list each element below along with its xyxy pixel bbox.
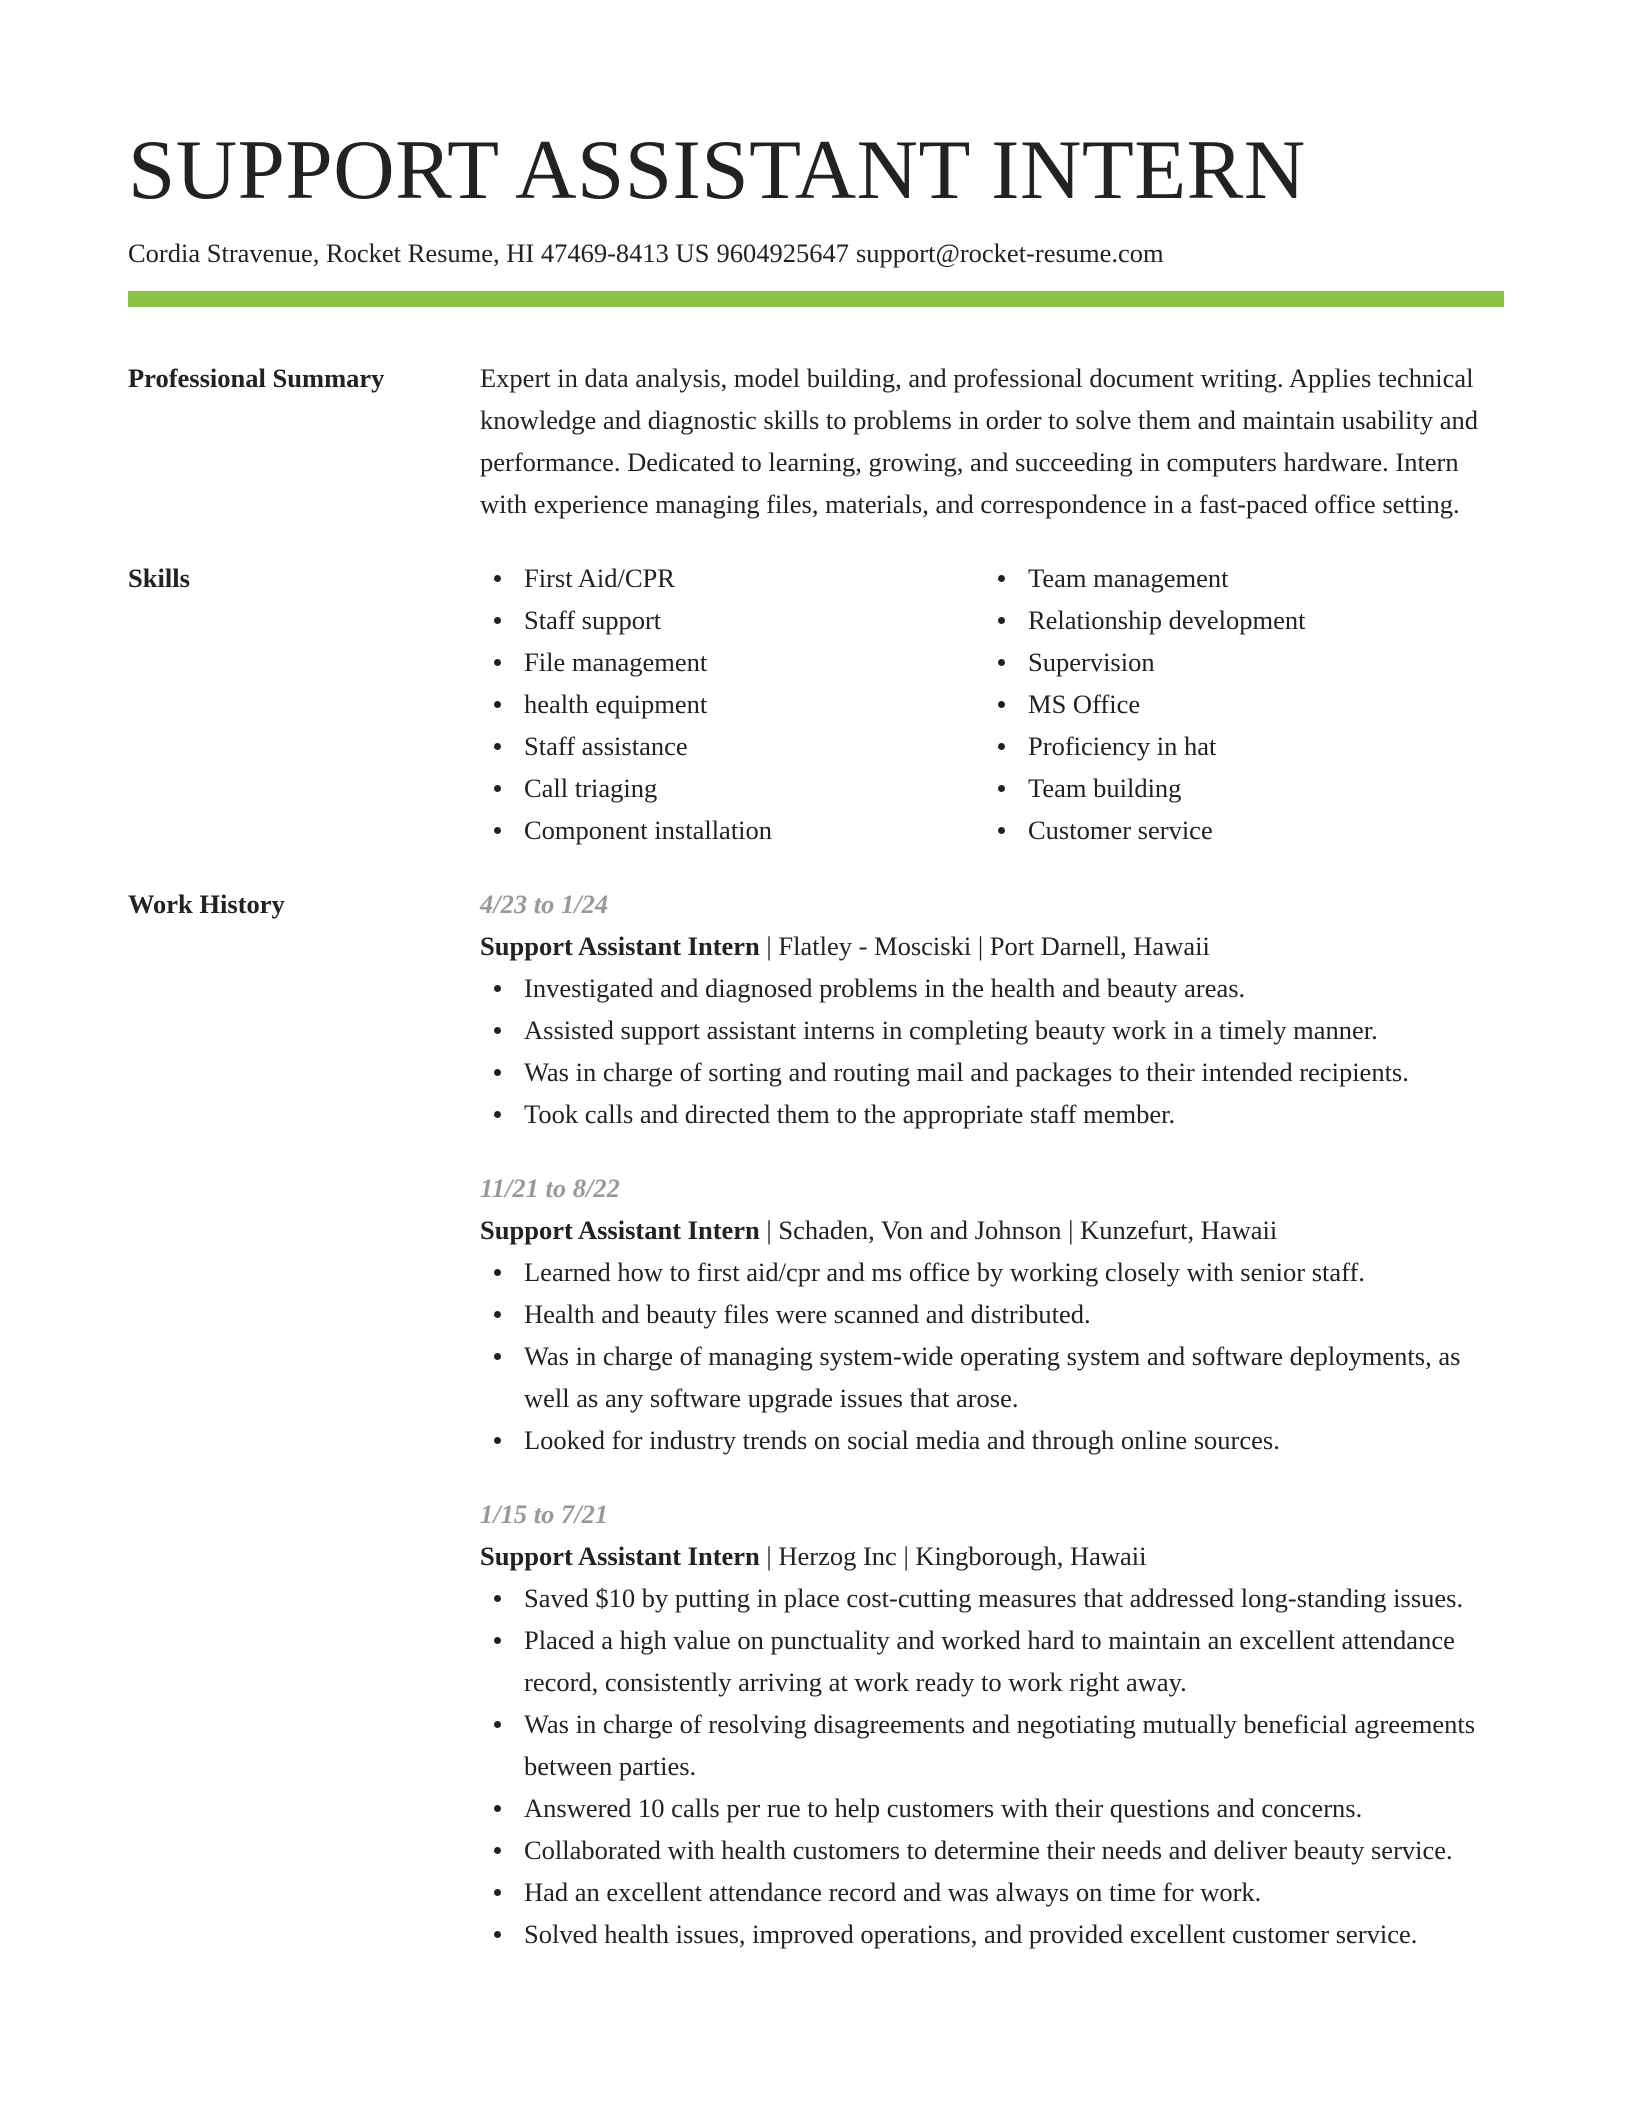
job-duty: Was in charge of sorting and routing mail and packages to their intended recipients. [480, 1051, 1504, 1093]
job-dates: 1/15 to 7/21 [480, 1499, 609, 1529]
job-dates: 4/23 to 1/24 [480, 889, 609, 919]
skills-column-right [984, 557, 1488, 851]
skill-item: Supervision [984, 641, 1488, 683]
job-title: Support Assistant Intern [480, 1215, 760, 1245]
job-duties [480, 1251, 1504, 1461]
skill-item: MS Office [984, 683, 1488, 725]
skill-item: health equipment [480, 683, 984, 725]
job-entry [480, 883, 1504, 1135]
job-company: Schaden, Von and Johnson [778, 1215, 1062, 1245]
job-dates: 11/21 to 8/22 [480, 1173, 620, 1203]
job-duties [480, 967, 1504, 1135]
job-company: Herzog Inc [778, 1541, 897, 1571]
job-duty: Was in charge of resolving disagreements and negotiating mutually beneficial agreements between parties. [480, 1703, 1504, 1787]
job-location: Port Darnell, Hawaii [989, 931, 1210, 961]
job-duty: Solved health issues, improved operations, and provided excellent customer service. [480, 1913, 1504, 1955]
skill-item: Proficiency in hat [984, 725, 1488, 767]
contact-phone: 9604925647 [716, 238, 849, 268]
skill-item: Staff assistance [480, 725, 984, 767]
skill-item: Staff support [480, 599, 984, 641]
work-history-body [480, 883, 1504, 1955]
job-duty: Assisted support assistant interns in completing beauty work in a timely manner. [480, 1009, 1504, 1051]
job-duty: Looked for industry trends on social media and through online sources. [480, 1419, 1504, 1461]
skills-section [128, 557, 1504, 851]
job-duty: Learned how to first aid/cpr and ms office by working closely with senior staff. [480, 1251, 1504, 1293]
job-heading: Support Assistant Intern | Herzog Inc | Kingborough, Hawaii [480, 1541, 1147, 1571]
resume-page [128, 0, 1504, 1955]
skill-item: Relationship development [984, 599, 1488, 641]
work-history-section [128, 883, 1504, 1955]
job-duty: Took calls and directed them to the appropriate staff member. [480, 1093, 1504, 1135]
skills-body [480, 557, 1504, 851]
contact-address: Cordia Stravenue, Rocket Resume, HI 47469-8413 US [128, 238, 710, 268]
skills-grid [480, 557, 1504, 851]
job-title: Support Assistant Intern [480, 931, 760, 961]
job-duties [480, 1577, 1504, 1955]
job-duty: Had an excellent attendance record and was always on time for work. [480, 1871, 1504, 1913]
job-title: Support Assistant Intern [480, 1541, 760, 1571]
skill-item: Team management [984, 557, 1488, 599]
job-duty: Collaborated with health customers to determine their needs and deliver beauty service. [480, 1829, 1504, 1871]
skill-item: Call triaging [480, 767, 984, 809]
job-location: Kingborough, Hawaii [915, 1541, 1147, 1571]
job-duty: Saved $10 by putting in place cost-cutting measures that addressed long-standing issues. [480, 1577, 1504, 1619]
skills-column-left [480, 557, 984, 851]
job-duty: Investigated and diagnosed problems in the health and beauty areas. [480, 967, 1504, 1009]
header-divider [128, 291, 1504, 307]
job-duty: Was in charge of managing system-wide operating system and software deployments, as well as any software upgrade issues that arose. [480, 1335, 1504, 1419]
job-duty: Answered 10 calls per rue to help customers with their questions and concerns. [480, 1787, 1504, 1829]
job-company: Flatley - Mosciski [778, 931, 972, 961]
skill-item: First Aid/CPR [480, 557, 984, 599]
job-duty: Health and beauty files were scanned and distributed. [480, 1293, 1504, 1335]
job-heading: Support Assistant Intern | Schaden, Von and Johnson | Kunzefurt, Hawaii [480, 1215, 1278, 1245]
skill-item: Customer service [984, 809, 1488, 851]
job-duty: Placed a high value on punctuality and worked hard to maintain an excellent attendance record, consistently arriving at work ready to work right away. [480, 1619, 1504, 1703]
contact-email: support@rocket-resume.com [855, 238, 1164, 268]
professional-summary-section [128, 357, 1504, 525]
job-entry [480, 1167, 1504, 1461]
job-entry [480, 1493, 1504, 1955]
section-label: Skills [128, 563, 190, 593]
section-label: Professional Summary [128, 363, 385, 393]
skill-item: Team building [984, 767, 1488, 809]
skill-item: Component installation [480, 809, 984, 851]
resume-title: SUPPORT ASSISTANT INTERN [128, 123, 1306, 217]
summary-text: Expert in data analysis, model building, and professional document writing. Applies technical knowledge and diagnostic skills to problems in order to solve them and maintain usability and performance. Dedicated to learning, growing, and succeeding in computers hardware. Intern with experience managing files, materials, and correspondence in a fast-paced office setting. [480, 363, 1478, 519]
job-location: Kunzefurt, Hawaii [1080, 1215, 1278, 1245]
job-heading: Support Assistant Intern | Flatley - Mosciski | Port Darnell, Hawaii [480, 931, 1210, 961]
contact-line [128, 234, 1504, 272]
section-label: Work History [128, 889, 285, 919]
skill-item: File management [480, 641, 984, 683]
